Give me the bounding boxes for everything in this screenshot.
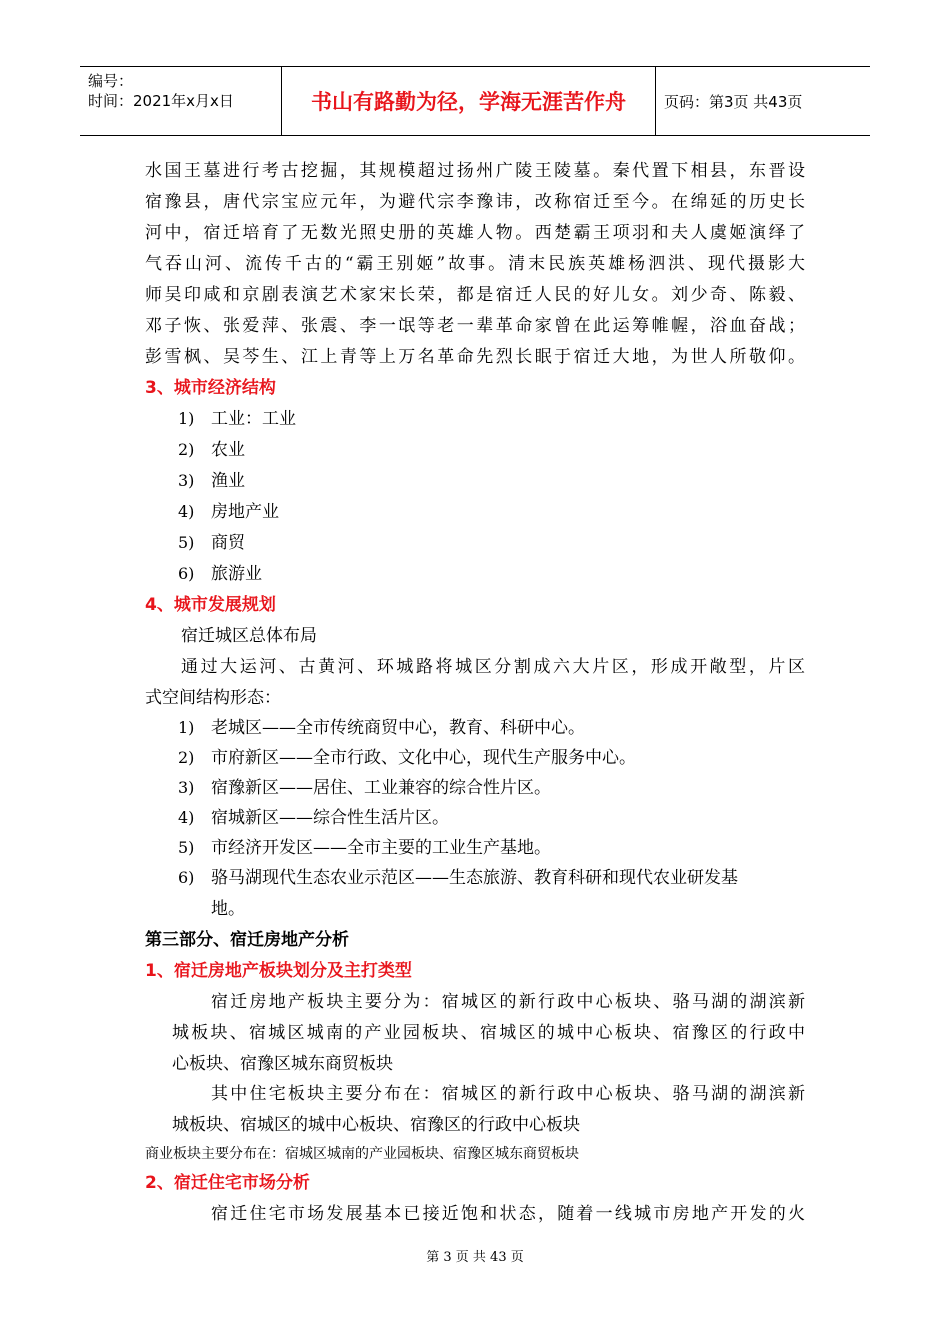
header-motto: 书山有路勤为径，学海无涯苦作舟 bbox=[282, 67, 656, 135]
subsection1-heading: 1、宿迁房地产板块划分及主打类型 bbox=[145, 961, 412, 981]
header-number: 编号： bbox=[88, 72, 134, 90]
district-item: 老城区——全市传统商贸中心，教育、科研中心。 bbox=[211, 718, 585, 738]
economy-item: 旅游业 bbox=[211, 564, 262, 584]
page-header bbox=[80, 66, 870, 136]
section3-heading: 3、城市经济结构 bbox=[145, 378, 276, 398]
sub1-paragraph-line: 其中住宅板块主要分布在：宿城区的新行政中心板块、骆马湖的湖滨新 bbox=[211, 1084, 805, 1104]
district-item: 市府新区——全市行政、文化中心，现代生产服务中心。 bbox=[211, 748, 636, 768]
sub1-paragraph-line: 城板块、宿城区的城中心板块、宿豫区的行政中心板块 bbox=[172, 1115, 580, 1135]
district-item-num: 6) bbox=[178, 868, 195, 887]
header-meta bbox=[80, 67, 282, 135]
intro-line: 宿豫县，唐代宗宝应元年，为避代宗李豫讳，改称宿迁至今。在绵延的历史长 bbox=[145, 192, 805, 212]
sub1-paragraph-line: 宿迁房地产板块主要分为：宿城区的新行政中心板块、骆马湖的湖滨新 bbox=[211, 992, 805, 1012]
header-page-info: 页码：第3页 共43页 bbox=[664, 92, 803, 111]
economy-item: 农业 bbox=[211, 440, 245, 460]
sub1-paragraph-line: 心板块、宿豫区城东商贸板块 bbox=[172, 1054, 393, 1074]
economy-item-num: 2) bbox=[178, 440, 195, 459]
district-item: 宿城新区——综合性生活片区。 bbox=[211, 808, 449, 828]
intro-line: 水国王墓进行考古挖掘，其规模超过扬州广陵王陵墓。秦代置下相县，东晋设 bbox=[145, 161, 805, 181]
intro-line: 河中，宿迁培育了无数光照史册的英雄人物。西楚霸王项羽和夫人虞姬演绎了 bbox=[145, 223, 805, 243]
layout-paragraph-line: 式空间结构形态： bbox=[145, 688, 281, 708]
part3-heading: 第三部分、宿迁房地产分析 bbox=[145, 930, 349, 950]
section4-heading: 4、城市发展规划 bbox=[145, 595, 276, 615]
layout-paragraph-line: 通过大运河、古黄河、环城路将城区分割成六大片区，形成开敞型，片区 bbox=[181, 657, 805, 677]
intro-line: 师吴印咸和京剧表演艺术家宋长荣，都是宿迁人民的好儿女。刘少奇、陈毅、 bbox=[145, 285, 805, 305]
sub2-paragraph-line: 宿迁住宅市场发展基本已接近饱和状态，随着一线城市房地产开发的火 bbox=[211, 1204, 805, 1224]
economy-item-num: 4) bbox=[178, 502, 195, 521]
district-item: 宿豫新区——居住、工业兼容的综合性片区。 bbox=[211, 778, 551, 798]
economy-item: 工业：工业 bbox=[211, 409, 296, 429]
district-item-num: 2) bbox=[178, 748, 195, 767]
economy-item-num: 5) bbox=[178, 533, 195, 552]
intro-line: 邓子恢、张爱萍、张震、李一氓等老一辈革命家曾在此运筹帷幄，浴血奋战； bbox=[145, 316, 805, 336]
sub1-commercial-line: 商业板块主要分布在：宿城区城南的产业园板块、宿豫区城东商贸板块 bbox=[145, 1146, 579, 1162]
district-item-num: 3) bbox=[178, 778, 195, 797]
economy-item: 房地产业 bbox=[211, 502, 279, 522]
header-time: 时间：2021年x月x日 bbox=[88, 92, 234, 110]
economy-item-num: 3) bbox=[178, 471, 195, 490]
district-item-continued: 地。 bbox=[211, 899, 245, 919]
district-item-num: 1) bbox=[178, 718, 195, 737]
economy-item-num: 6) bbox=[178, 564, 195, 583]
economy-item-num: 1) bbox=[178, 409, 195, 428]
district-item-num: 5) bbox=[178, 838, 195, 857]
layout-title: 宿迁城区总体布局 bbox=[181, 626, 317, 646]
sub1-paragraph-line: 城板块、宿城区城南的产业园板块、宿城区的城中心板块、宿豫区的行政中 bbox=[172, 1023, 805, 1043]
intro-line: 彭雪枫、吴芩生、江上青等上万名革命先烈长眠于宿迁大地，为世人所敬仰。 bbox=[145, 347, 805, 367]
district-item-num: 4) bbox=[178, 808, 195, 827]
page-footer: 第 3 页 共 43 页 bbox=[426, 1250, 524, 1265]
subsection2-heading: 2、宿迁住宅市场分析 bbox=[145, 1173, 310, 1193]
economy-item: 商贸 bbox=[211, 533, 245, 553]
district-item: 市经济开发区——全市主要的工业生产基地。 bbox=[211, 838, 551, 858]
economy-item: 渔业 bbox=[211, 471, 245, 491]
district-item: 骆马湖现代生态农业示范区——生态旅游、教育科研和现代农业研发基 bbox=[211, 868, 738, 888]
intro-line: 气吞山河、流传千古的“霸王别姬”故事。清末民族英雄杨泗洪、现代摄影大 bbox=[145, 254, 805, 274]
